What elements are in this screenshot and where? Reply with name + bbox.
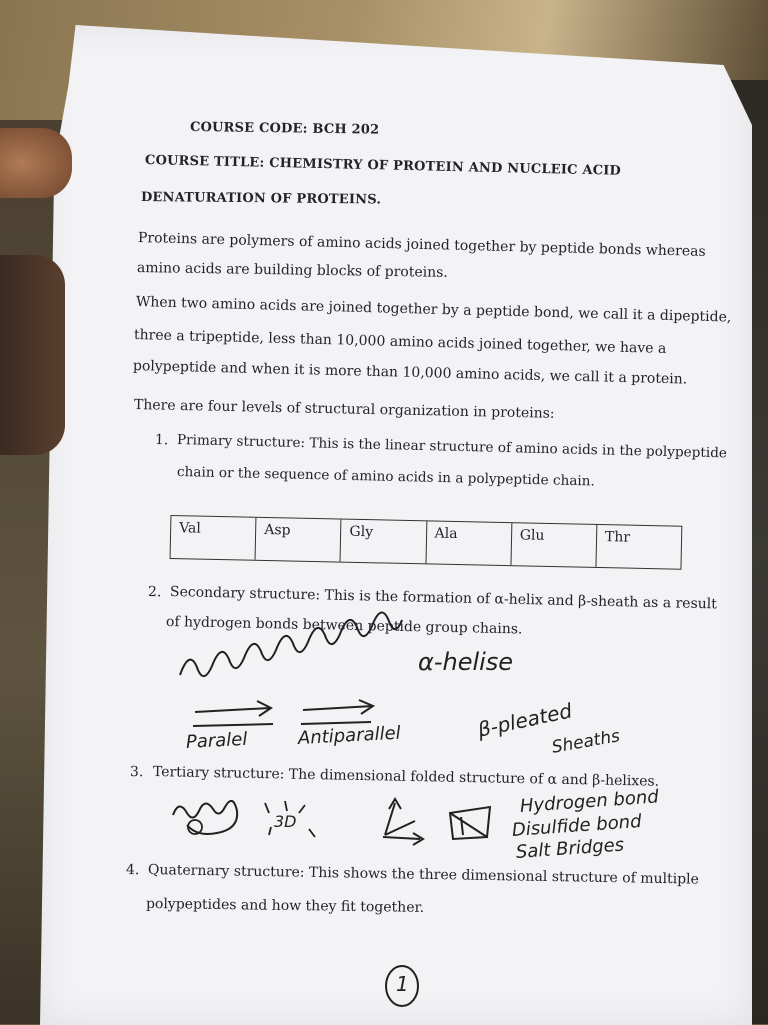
handwritten-alpha-helix: α-helise: [418, 648, 514, 676]
handwritten-page-number: 1: [396, 972, 409, 996]
level-text: Tertiary structure: The dimensional folded structure of α and β-helixes.: [152, 764, 660, 790]
level-number: 2.: [147, 584, 162, 601]
handwritten-3d: 3D: [274, 812, 297, 831]
paragraph-line: When two amino acids are joined together by a peptide bond, we call it a dipeptide,: [135, 294, 732, 326]
paragraph-line: polypeptide and when it is more than 10,000 amino acids, we call it a protein.: [132, 358, 688, 388]
amino-acid-table: [170, 515, 683, 570]
course-title: COURSE TITLE: CHEMISTRY OF PROTEIN AND NUCLEIC ACID: [144, 153, 622, 179]
paragraph-line: three a tripeptide, less than 10,000 amino acids joined together, we have a: [133, 327, 667, 357]
level-text: chain or the sequence of amino acids in a polypeptide chain.: [176, 464, 596, 490]
handwritten-beta-pleated: β-pleated: [475, 698, 575, 742]
level-number: 3.: [129, 764, 144, 781]
level-number: 1.: [154, 432, 169, 449]
level-text: polypeptides and how they fit together.: [145, 896, 425, 916]
handwritten-antiparallel: Antiparallel: [297, 722, 402, 749]
handwritten-sheaths: Sheaths: [550, 726, 622, 758]
course-code: COURSE CODE: BCH 202: [189, 120, 380, 138]
tertiary-structure-sketch: [165, 795, 505, 850]
alpha-helix-sketch: [175, 645, 415, 685]
topic-title: DENATURATION OF PROTEINS.: [140, 190, 382, 208]
paragraph-line: There are four levels of structural organization in proteins:: [133, 397, 555, 422]
level-number: 4.: [125, 862, 140, 879]
handwritten-hydrogen-bond: Hydrogen bond: [519, 786, 660, 817]
level-text: Quaternary structure: This shows the three dimensional structure of multiple: [147, 862, 700, 888]
table-cell: Val: [171, 516, 257, 560]
handwritten-salt-bridges: Salt Bridges: [515, 834, 625, 863]
table-cell: Asp: [256, 518, 342, 562]
level-text: of hydrogen bonds between peptide group chains.: [165, 614, 523, 638]
level-text: Primary structure: This is the linear structure of amino acids in the polypeptide: [176, 432, 728, 462]
handwritten-disulfide-bond: Disulfide bond: [511, 810, 643, 841]
table-cell: Ala: [426, 521, 512, 565]
table-cell: Thr: [604, 529, 631, 546]
level-text: Secondary structure: This is the formation of α-helix and β-sheath as a result: [169, 584, 718, 613]
table-cell: Gly: [341, 520, 427, 564]
paragraph-line: amino acids are building blocks of proteins.: [136, 260, 448, 281]
paragraph-line: Proteins are polymers of amino acids joined together by peptide bonds whereas: [137, 230, 706, 260]
table-cell: Glu: [511, 523, 597, 567]
handwritten-parallel: Paralel: [185, 728, 248, 753]
